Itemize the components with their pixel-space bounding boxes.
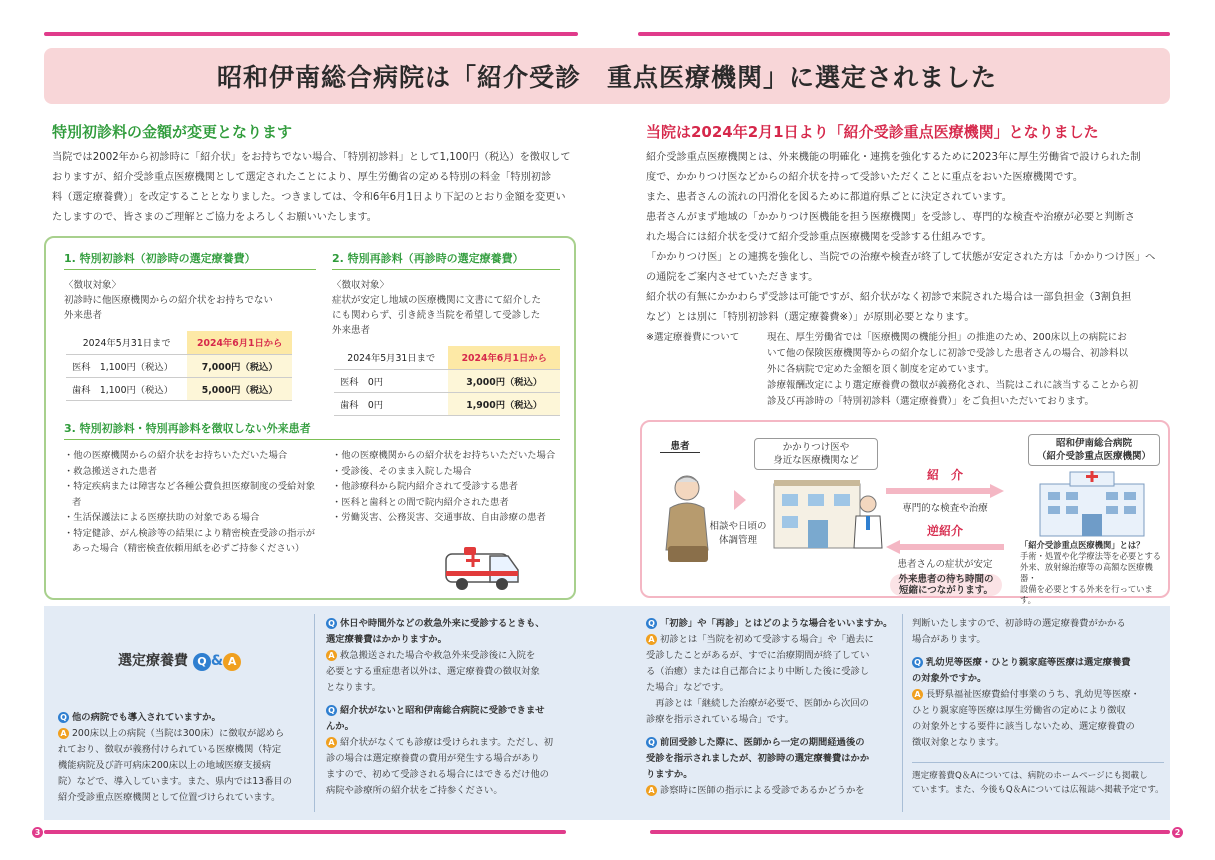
right-arrow-icon (886, 484, 1004, 498)
right-paras (646, 148, 1170, 328)
qa-col-3 (646, 616, 896, 799)
question (58, 710, 308, 726)
note-line: 診及び再診時の「特別初診料（選定療養費）」をご負担いただいております。 (767, 396, 1094, 407)
question-text: 他の病院でも導入されていますか。 (72, 712, 221, 723)
intro-line: 料（選定療養費）」を改定することとなりました。つきましては、令和6年6月1日より下記のとおり金額を変更い (52, 192, 566, 203)
what-title: 「紹介受診重点医療機関」とは？ (1020, 540, 1145, 550)
note-line: 診療報酬改定により選定療養費の徴収が義務化され、当院はこれに該当することから初 (767, 380, 1139, 391)
referral-label: 紹 介 (926, 468, 963, 482)
new-fee: 5,000円（税込） (187, 377, 292, 400)
list-item: ・救急搬送された患者 (64, 465, 157, 477)
col-old: 2024年5月31日まで (66, 331, 187, 354)
clinic-label (754, 438, 878, 470)
question (326, 616, 588, 632)
daily-line: 相談や日頃の (709, 521, 767, 532)
col-old: 2024年5月31日まで (334, 346, 448, 369)
list-item: ・他の医療機関からの紹介状をお持ちいただいた場合 (332, 450, 556, 461)
a-icon: A (58, 728, 69, 739)
note-line: 現在、厚生労働省では「医療機関の機能分担」の推進のため、200床以上の病院にお (767, 332, 1127, 343)
hospital-line: 昭和伊南総合病院 (1055, 438, 1132, 449)
q-icon: Q (326, 705, 337, 716)
answer-line: 機能病院及び許可病床200床以上の地域医療支援病 (58, 760, 271, 771)
list-item: ・他の医療機関からの紹介状をお持ちいただいた場合 (64, 450, 288, 461)
sec1-target (64, 278, 314, 323)
answer-line: 場合があります。 (912, 634, 986, 645)
what-line: 外来、放射線治療等の高額な医療機器・ (1020, 562, 1153, 583)
reverse-referral-sub: 患者さんの症状が安定 (897, 559, 993, 570)
list-item: ・医科と歯科との間で院内紹介された患者 (332, 496, 509, 508)
sec2-table (334, 346, 560, 416)
question-text: 休日や時間外などの救急外来に受診するときも、 (340, 618, 545, 629)
question-text: 受診を指示されましたが、初診時の選定療養費はかか (646, 753, 870, 764)
a-icon: A (646, 634, 657, 645)
left-heading: 特別初診料の金額が変更となります (52, 123, 293, 141)
para-line: 患者さんがまず地域の「かかりつけ医機能を担う医療機関」を受診し、専門的な検査や治療が必要と判断さ (646, 212, 1135, 223)
answer-line: となります。 (326, 682, 382, 693)
answer-line: 初診とは「当院を初めて受診する場合」や「過去に (660, 634, 874, 645)
footer-line: ています。また、今後もQ＆Aについては広報誌へ掲載予定です。 (912, 785, 1164, 795)
top-rule-right (638, 32, 1170, 36)
target-line: 症状が安定し地域の医療機関に文書にて紹介した (332, 295, 542, 306)
answer-line: 診療を指示されている場合」です。 (646, 714, 795, 725)
note-label: ※選定療養費について (646, 332, 740, 343)
target-label: 〈徴収対象〉 (64, 280, 122, 291)
question-text: 前回受診した際に、医師から一定の期間経過後の (660, 737, 865, 748)
answer-line: 紹介状がなくても診療は受けられます。ただし、初 (340, 737, 554, 748)
hospital-description (1020, 540, 1166, 606)
title-banner (44, 48, 1170, 104)
page-title: 昭和伊南総合病院は「紹介受診 重点医療機関」に選定されました (216, 63, 997, 92)
answer-line: た場合」などです。 (646, 682, 729, 693)
answer-line: 徴収対象となります。 (912, 737, 1005, 748)
sec2-target (332, 278, 567, 338)
answer (646, 632, 896, 648)
answer (646, 783, 896, 799)
answer-line: 200床以上の病院（当院は300床）に徴収が認めら (72, 728, 285, 739)
answer-line: 紹介受診重点医療機関として位置づけられています。 (58, 792, 281, 803)
amp: & (210, 653, 224, 669)
note-text (767, 330, 1172, 410)
footer-rule (912, 751, 1164, 763)
target-line: にも関わらず、引き続き当院を希望して受診した (332, 310, 541, 321)
qa-section (44, 606, 1170, 820)
sec1-title: 1. 特別初診料（初診時の選定療養費） (64, 250, 316, 270)
daily-line: 体調管理 (718, 535, 757, 546)
question (912, 655, 1164, 671)
answer-line: ますので、初めて受診される場合にはできるだけ他の (326, 769, 549, 780)
patient-label: 患者 (660, 438, 700, 453)
answer-line: ひとり親家庭等医療は厚生労働省の定めにより徴収 (912, 705, 1126, 716)
q-icon: Q (58, 712, 69, 723)
answer (326, 648, 588, 664)
qa-title (118, 650, 241, 671)
qa-divider (902, 614, 903, 812)
left-intro (52, 148, 577, 228)
para-line: 紹介受診重点医療機関とは、外来機能の明確化・連携を強化するために2023年に厚生労働省で設けられた制 (646, 152, 1141, 163)
wait-line: 短縮につながります。 (898, 585, 994, 596)
answer (58, 726, 308, 742)
old-fee: 医科 1,100円（税込） (66, 354, 187, 377)
a-icon: A (646, 785, 657, 796)
answer-line: の対象外とする要件に該当しないため、選定療養費の (912, 721, 1135, 732)
new-fee: 3,000円（税込） (448, 369, 560, 392)
intro-line: 当院では2002年から初診時に「紹介状」をお持ちでない場合、「特別初診料」として1,100円（税込）を徴収して (52, 152, 571, 163)
list-item: ・特定健診、がん検診等の結果により精密検査受診の指示があった場合（精密検査依頼用紙を必ずご持参ください） (64, 527, 316, 554)
hospital-line: （紹介受診重点医療機関） (1036, 451, 1151, 462)
answer-line: 診察時に医師の指示による受診であるかどうかを (660, 785, 865, 796)
note-line: 外に各病院で定めた金額を頂く制度を定めています。 (767, 364, 995, 375)
col-new: 2024年6月1日から (448, 346, 560, 369)
referral-sub: 専門的な検査や治療 (902, 503, 988, 514)
answer-line: 必要とする重症患者以外は、選定療養費の徴収対象 (326, 666, 540, 677)
target-label: 〈徴収対象〉 (332, 280, 390, 291)
old-fee: 医科 0円 (334, 369, 448, 392)
answer-line: れており、徴収が義務付けられている医療機関（特定 (58, 744, 282, 755)
qa-col-2 (326, 616, 588, 799)
para-line: 紹介状の有無にかかわらず受診は可能ですが、紹介状がなく初診で来院された場合は一部負担金（3割負担 (646, 292, 1132, 303)
old-fee: 歯科 0円 (334, 392, 448, 415)
qa-title-main: 選定療養費 (118, 653, 188, 669)
question-text: 選定療養費はかかりますか。 (326, 634, 447, 645)
para-line: など）とは別に「特別初診料（選定療養費※）」が原則必要となります。 (646, 312, 975, 323)
wait-line: 外来患者の待ち時間の (898, 574, 994, 585)
list-item: ・受診後、そのまま入院した場合 (332, 465, 472, 477)
hospital-building-icon (1034, 470, 1154, 538)
q-icon: Q (912, 657, 923, 668)
qa-col-1 (58, 710, 308, 806)
qa-divider (314, 614, 315, 812)
answer-line: 診の場合は選定療養費の費用が発生する場合があり (326, 753, 540, 764)
q-icon: Q (646, 618, 657, 629)
q-icon: Q (326, 618, 337, 629)
what-line: 設備を必要とする外来を行っています。 (1020, 584, 1153, 605)
answer (912, 687, 1164, 703)
top-rule-left (44, 32, 578, 36)
intro-line: たしますので、皆さまのご理解とご協力をよろしくお願いいたします。 (52, 212, 377, 223)
answer-line: 判断いたしますので、初診時の選定療養費がかかる (912, 618, 1126, 629)
fee-box (44, 236, 576, 600)
gap (326, 696, 588, 703)
old-fee: 歯科 1,100円（税込） (66, 377, 187, 400)
sec3-title: 3. 特別初診料・特別再診料を徴収しない外来患者 (64, 420, 560, 440)
question (646, 616, 896, 632)
answer-line: 再診とは「継続した治療が必要で、医師から次回の (646, 698, 869, 709)
answer (326, 735, 588, 751)
gap (912, 648, 1164, 655)
target-line: 外来患者 (332, 325, 371, 336)
what-line: 手術・処置や化学療法等を必要とする (1020, 551, 1162, 561)
list-item: ・他診療科から院内紹介されて受診する患者 (332, 481, 518, 492)
sec3-list-2 (332, 448, 568, 526)
para-line: 「かかりつけ医」との連携を強化し、当院での治療や検査が終了して状態が安定された方は「かかりつけ医」へ (646, 252, 1156, 263)
wait-time-bubble (890, 574, 1002, 596)
question-text: りますか。 (646, 769, 693, 780)
question-text: 乳幼児等医療・ひとり親家庭等医療は選定療養費 (926, 657, 1131, 668)
page-number-left: 3 (32, 827, 43, 838)
sec2-title: 2. 特別再診料（再診時の選定療養費） (332, 250, 560, 270)
list-item: ・特定疾病または障害など各種公費負担医療制度の受給対象者 (64, 481, 316, 508)
a-icon: A (326, 650, 337, 661)
answer-line: 長野県福祉医療費給付事業のうち、乳幼児等医療・ (926, 689, 1140, 700)
bottom-rule-left (44, 830, 566, 834)
question (326, 703, 588, 719)
sec3-list-1 (64, 448, 319, 557)
q-icon: Q (646, 737, 657, 748)
answer-line: 救急搬送された場合や救急外来受診後に入院を (340, 650, 536, 661)
new-fee: 1,900円（税込） (448, 392, 560, 415)
bottom-rule-right (650, 830, 1170, 834)
question-text: 紹介状がないと昭和伊南総合病院に受診できませ (340, 705, 545, 716)
footer-line: 選定療養費Q＆Aについては、病院のホームページにも掲載し (912, 771, 1148, 781)
clinic-line: 身近な医療機関など (773, 455, 859, 466)
q-icon: Q (193, 653, 211, 671)
question-text: 「初診」や「再診」とはどのような場合をいいますか。 (660, 618, 893, 629)
sec1-table (66, 331, 292, 401)
list-item: ・生活保護法による医療扶助の対象である場合 (64, 512, 260, 523)
arrow-icon (734, 490, 746, 510)
para-line: れた場合には紹介状を受けて紹介受診重点医療機関を受診する仕組みです。 (646, 232, 992, 243)
target-line: 初診時に他医療機関からの紹介状をお持ちでない (64, 295, 273, 306)
list-item: ・労働災害、公務災害、交通事故、自由診療の患者 (332, 512, 546, 523)
answer-line: 病院や診療所の紹介状をご持参ください。 (326, 785, 503, 796)
intro-line: おりますが、紹介受診重点医療機関として選定されたことにより、厚生労働省の定める特別の料金「特別初診 (52, 172, 552, 183)
new-fee: 7,000円（税込） (187, 354, 292, 377)
right-heading: 当院は2024年2月1日より「紹介受診重点医療機関」となりました (646, 123, 1099, 141)
page-number-right: 2 (1172, 827, 1183, 838)
question-text: の対象外ですか。 (912, 673, 987, 684)
para-line: の通院をご案内させていただきます。 (646, 272, 819, 283)
answer-line: 院）などで、導入しています。また、県内では13番目の (58, 776, 293, 787)
hospital-label (1028, 434, 1160, 466)
answer-line: る（治癒）または自己都合により中断した後に受診し (646, 666, 870, 677)
question-text: んか。 (326, 721, 354, 732)
clinic-line: かかりつけ医や (782, 442, 850, 453)
col-new: 2024年6月1日から (187, 331, 292, 354)
qa-col-4 (912, 616, 1164, 797)
ambulance-icon (442, 544, 524, 594)
left-arrow-icon (886, 540, 1004, 554)
a-icon: A (326, 737, 337, 748)
elderly-patient-icon (654, 468, 724, 568)
target-line: 外来患者 (64, 310, 103, 321)
spacer (870, 544, 872, 546)
question (646, 735, 896, 751)
referral-flow-diagram (640, 420, 1170, 605)
answer-line: 受診したことがあるが、すでに治療期間が終了してい (646, 650, 870, 661)
a-icon: A (223, 653, 241, 671)
para-line: 度で、かかりつけ医などからの紹介状を持って受診いただくことに重点をおいた医療機関です。 (646, 172, 1084, 183)
gap (646, 728, 896, 735)
para-line: また、患者さんの流れの円滑化を図るために都道府県ごとに決定されています。 (646, 192, 1012, 203)
note-line: いて他の保険医療機関等からの紹介なしに初診で受診した患者さんの場合、初診料以 (767, 348, 1129, 359)
a-icon: A (912, 689, 923, 700)
clinic-building-icon (770, 476, 890, 552)
reverse-referral-label: 逆紹介 (926, 524, 963, 538)
daily-care-label (698, 520, 778, 548)
